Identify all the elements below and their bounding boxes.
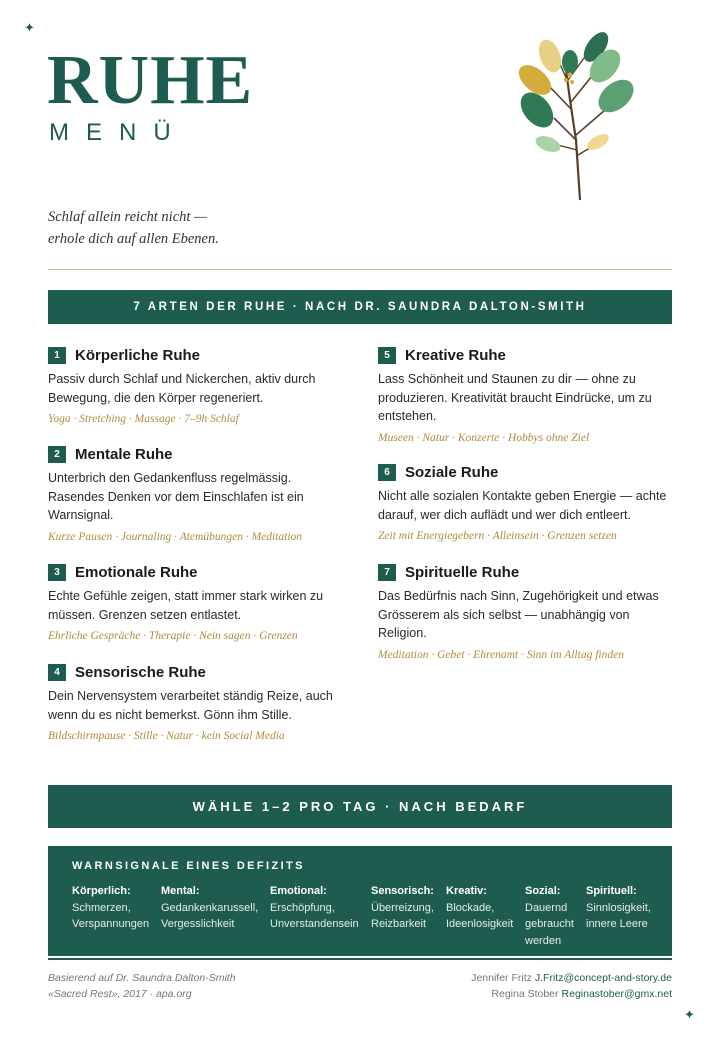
item-tags: Meditation · Gebet · Ehrenamt · Sinn im Alltag finden [378,648,624,661]
rest-item [48,663,338,742]
warning-text: Sinnlosigkeit, innere Leere [586,901,651,930]
item-title: Emotionale Ruhe [75,563,198,581]
item-description: Unterbrich den Gedankenfluss regelmässig. Rasendes Denken vor dem Einschlafen ist ein Warnsignal. [48,471,304,522]
warning-column [72,883,158,933]
rest-item [48,563,338,642]
section-banner: 7 ARTEN DER RUHE · NACH DR. SAUNDRA DALTON-SMITH [48,290,672,324]
page-subtitle: MENÜ [49,119,188,146]
warning-label: Emotional: [270,885,327,897]
contact-row [471,970,672,986]
warning-label: Sensorisch: [371,885,434,897]
item-number-badge: 7 [378,564,396,581]
source-citation [48,970,236,1002]
warning-text: Gedankenkarussell, Vergesslichkeit [161,901,259,930]
warning-signs-box [48,846,672,956]
item-tags: Bildschirmpause · Stille · Natur · kein Social Media [48,730,285,742]
tagline-line: erhole dich auf allen Ebenen. [48,231,219,247]
leafy-tree-icon [510,30,640,202]
item-description: Lass Schönheit und Staunen zu dir — ohne zu produzieren. Kreativität braucht Eindrücke, um zu entstehen. [378,372,652,423]
item-number-badge: 1 [48,347,66,364]
item-tags: Yoga · Stretching · Massage · 7–9h Schlaf [48,413,239,425]
daily-choice-banner: WÄHLE 1–2 PRO TAG · NACH BEDARF [48,785,672,828]
item-number-badge: 5 [378,347,396,364]
divider [48,958,672,960]
item-title: Körperliche Ruhe [75,346,201,364]
warning-column [371,883,443,933]
item-title: Kreative Ruhe [405,346,506,364]
item-description: Nicht alle sozialen Kontakte geben Energie — achte darauf, wer dich auflädt und wer dich entleert. [378,489,667,522]
item-description: Das Bedürfnis nach Sinn, Zugehörigkeit und etwas Grösserem als sich selbst — unabhängig von Religion. [378,589,659,640]
contact-list [471,970,672,1002]
warning-signs-title: WARNSIGNALE EINES DEFIZITS [72,860,305,872]
sparkle-icon: ✦ [684,1007,695,1022]
contact-name: Jennifer Fritz [471,972,532,984]
item-title: Spirituelle Ruhe [405,563,520,581]
warning-label: Mental: [161,885,200,897]
warning-column [270,883,368,933]
tagline-line: Schlaf allein reicht nicht — [48,209,207,225]
contact-row [471,986,672,1002]
warning-text: Blockade, Ideenlosigkeit [446,901,514,930]
warning-column [525,883,581,949]
item-tags: Museen · Natur · Konzerte · Hobbys ohne Ziel [378,431,590,444]
warning-text: Erschöpfung, Unverstandensein [270,901,359,930]
rest-item [378,563,668,661]
warning-label: Körperlich: [72,885,131,897]
warning-label: Sozial: [525,885,561,897]
rest-item [48,346,338,425]
warning-label: Spirituell: [586,885,637,897]
warning-text: Überreizung, Reizbarkeit [371,901,434,930]
item-description: Echte Gefühle zeigen, statt immer stark wirken zu müssen. Grenzen setzen entlastet. [48,589,324,622]
source-line: Basierend auf Dr. Saundra Dalton-Smith [48,972,236,984]
item-title: Mentale Ruhe [75,445,173,463]
warning-column [161,883,265,933]
item-description: Dein Nervensystem verarbeitet ständig Reize, auch wenn du es nicht bemerkst. Gönn ihm Stille. [48,689,333,722]
item-title: Soziale Ruhe [405,463,499,481]
warning-text: Dauernd gebraucht werden [525,901,574,947]
source-line: «Sacred Rest», 2017 · apa.org [48,988,192,1000]
contact-name: Regina Stober [491,988,559,1000]
warning-column [586,883,658,933]
contact-email-link[interactable]: J.Fritz@concept-and-story.de [534,972,672,984]
item-number-badge: 2 [48,446,66,463]
rest-item [378,463,668,542]
divider [48,269,672,270]
item-number-badge: 6 [378,464,396,481]
tagline [48,206,219,250]
item-tags: Kurze Pausen · Journaling · Atemübungen · Meditation [48,530,303,543]
item-tags: Zeit mit Energiegebern · Alleinsein · Grenzen setzen [378,530,617,542]
page-title: RUHE [47,42,254,119]
rest-item [48,445,338,543]
item-number-badge: 4 [48,664,66,681]
item-number-badge: 3 [48,564,66,581]
warning-text: Schmerzen, Verspannungen [72,901,150,930]
item-title: Sensorische Ruhe [75,663,206,681]
warning-label: Kreativ: [446,885,487,897]
sparkle-icon: ✦ [24,20,35,35]
rest-item [378,346,668,444]
contact-email-link[interactable]: Reginastober@gmx.net [561,988,672,1000]
item-description: Passiv durch Schlaf und Nickerchen, aktiv durch Bewegung, die den Körper regeneriert. [48,372,316,405]
item-tags: Ehrliche Gespräche · Therapie · Nein sagen · Grenzen [48,630,298,642]
warning-column [446,883,522,933]
